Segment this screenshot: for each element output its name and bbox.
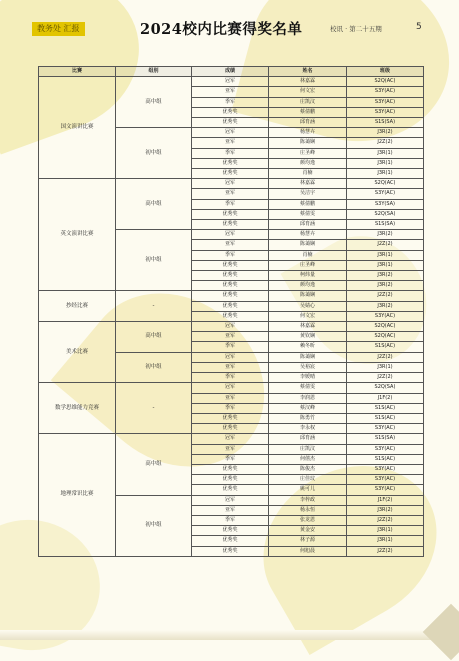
class-cell: J3R(1) <box>347 260 424 270</box>
class-cell: J2Z(2) <box>347 240 424 250</box>
result-cell: 优秀奖 <box>192 475 269 485</box>
name-cell: 黄金安 <box>269 526 347 536</box>
group-name: 初中组 <box>116 352 192 383</box>
name-cell: 蔡倩鹏 <box>269 199 347 209</box>
result-cell: 优秀奖 <box>192 118 269 128</box>
class-cell: S2Q(SA) <box>347 209 424 219</box>
competition-name: 抄经比赛 <box>39 291 116 322</box>
name-cell: 李润恩 <box>269 393 347 403</box>
name-cell: 庄凯汶 <box>269 444 347 454</box>
name-cell: 庄圣峰 <box>269 260 347 270</box>
result-cell: 优秀奖 <box>192 260 269 270</box>
result-cell: 季军 <box>192 199 269 209</box>
column-header-class: 班级 <box>347 67 424 77</box>
name-cell: 何僖杰 <box>269 454 347 464</box>
name-cell: 林嘉霖 <box>269 322 347 332</box>
competition-name: 数学思维能力竞赛 <box>39 383 116 434</box>
class-cell: J3R(1) <box>347 158 424 168</box>
page-bottom-edge <box>0 630 459 640</box>
name-cell: 邱育涵 <box>269 434 347 444</box>
result-cell: 季军 <box>192 515 269 525</box>
result-cell: 优秀奖 <box>192 220 269 230</box>
name-cell: 吴婧心 <box>269 301 347 311</box>
name-cell: 陈蔼娴 <box>269 352 347 362</box>
name-cell: 庄圣峰 <box>269 148 347 158</box>
section-tag: 教务处 汇报 <box>32 22 85 36</box>
name-cell: 吴裕宸 <box>269 362 347 372</box>
result-cell: 冠军 <box>192 179 269 189</box>
table-row <box>39 77 424 87</box>
result-cell: 亚军 <box>192 444 269 454</box>
name-cell: 何旭晨 <box>269 546 347 556</box>
competition-name: 美术比赛 <box>39 322 116 383</box>
name-cell: 林嘉霖 <box>269 77 347 87</box>
group-name: 高中组 <box>116 434 192 495</box>
result-cell: 优秀奖 <box>192 291 269 301</box>
name-cell: 庄佳玟 <box>269 475 347 485</box>
table-row <box>39 179 424 189</box>
name-cell: 邱育涵 <box>269 118 347 128</box>
class-cell: J3R(2) <box>347 301 424 311</box>
table-row <box>39 291 424 301</box>
class-cell: J3R(2) <box>347 505 424 515</box>
result-cell: 优秀奖 <box>192 546 269 556</box>
page-curl <box>423 604 459 661</box>
name-cell: 何文宏 <box>269 311 347 321</box>
class-cell: S2Q(AC) <box>347 77 424 87</box>
name-cell: 黄钦娴 <box>269 332 347 342</box>
result-cell: 亚军 <box>192 393 269 403</box>
result-cell: 冠军 <box>192 495 269 505</box>
class-cell: J3R(1) <box>347 362 424 372</box>
table-row <box>39 322 424 332</box>
name-cell: 吴洁宇 <box>269 189 347 199</box>
award-table <box>38 66 424 557</box>
group-name: 高中组 <box>116 77 192 128</box>
class-cell: S2Q(AC) <box>347 179 424 189</box>
group-name: - <box>116 383 192 434</box>
group-name: 高中组 <box>116 322 192 353</box>
class-cell: J3R(2) <box>347 230 424 240</box>
page-header <box>0 0 459 50</box>
group-name: 初中组 <box>116 230 192 291</box>
class-cell: S3Y(AC) <box>347 107 424 117</box>
name-cell: 蔡倩鹏 <box>269 107 347 117</box>
group-name: 初中组 <box>116 128 192 179</box>
name-cell: 陈蔼娴 <box>269 240 347 250</box>
result-cell: 优秀奖 <box>192 301 269 311</box>
table-row <box>39 383 424 393</box>
class-cell: S3Y(SA) <box>347 199 424 209</box>
class-cell: S1S(SA) <box>347 434 424 444</box>
name-cell: 陈勇竹 <box>269 413 347 423</box>
class-cell: S3Y(AC) <box>347 424 424 434</box>
table-row <box>39 434 424 444</box>
class-cell: S2Q(AC) <box>347 332 424 342</box>
class-cell: J2Z(2) <box>347 291 424 301</box>
name-cell: 杨慧卉 <box>269 230 347 240</box>
issue-label: 校讯 · 第二十五期 <box>330 25 382 33</box>
competition-name: 地理常识比赛 <box>39 434 116 556</box>
page-title: 2024校内比赛得奖名单 <box>140 21 303 38</box>
class-cell: J3R(2) <box>347 271 424 281</box>
column-header-name: 姓名 <box>269 67 347 77</box>
result-cell: 优秀奖 <box>192 424 269 434</box>
class-cell: J3R(2) <box>347 281 424 291</box>
result-cell: 亚军 <box>192 138 269 148</box>
class-cell: S3Y(AC) <box>347 97 424 107</box>
result-cell: 亚军 <box>192 332 269 342</box>
class-cell: J3R(1) <box>347 526 424 536</box>
name-cell: 李永权 <box>269 424 347 434</box>
group-name: 高中组 <box>116 179 192 230</box>
name-cell: 杨慧卉 <box>269 128 347 138</box>
result-cell: 优秀奖 <box>192 107 269 117</box>
page-number: 5 <box>416 22 422 32</box>
name-cell: 肖楠 <box>269 250 347 260</box>
class-cell: J3R(1) <box>347 169 424 179</box>
name-cell: 陈蔼娴 <box>269 138 347 148</box>
name-cell: 林子源 <box>269 536 347 546</box>
class-cell: S3Y(AC) <box>347 464 424 474</box>
name-cell: 蔡倩雯 <box>269 209 347 219</box>
name-cell: 蔡汉峰 <box>269 403 347 413</box>
result-cell: 亚军 <box>192 240 269 250</box>
award-table-body <box>39 77 424 557</box>
result-cell: 优秀奖 <box>192 526 269 536</box>
result-cell: 优秀奖 <box>192 169 269 179</box>
class-cell: J2Z(2) <box>347 352 424 362</box>
class-cell: S1S(AC) <box>347 342 424 352</box>
name-cell: 陈俊杰 <box>269 464 347 474</box>
table-header-row <box>39 67 424 77</box>
class-cell: S1S(AC) <box>347 413 424 423</box>
name-cell: 李梓政 <box>269 495 347 505</box>
name-cell: 颜均逸 <box>269 281 347 291</box>
name-cell: 杨永恒 <box>269 505 347 515</box>
class-cell: S2Q(AC) <box>347 322 424 332</box>
result-cell: 亚军 <box>192 505 269 515</box>
result-cell: 冠军 <box>192 352 269 362</box>
class-cell: S3Y(AC) <box>347 189 424 199</box>
competition-name: 国文演讲比赛 <box>39 77 116 179</box>
class-cell: J3R(1) <box>347 536 424 546</box>
name-cell: 陈蔼娴 <box>269 291 347 301</box>
class-cell: J2Z(2) <box>347 373 424 383</box>
class-cell: S3Y(AC) <box>347 485 424 495</box>
group-name: 初中组 <box>116 495 192 556</box>
result-cell: 亚军 <box>192 362 269 372</box>
name-cell: 邱育涵 <box>269 220 347 230</box>
result-cell: 季军 <box>192 148 269 158</box>
result-cell: 优秀奖 <box>192 209 269 219</box>
result-cell: 冠军 <box>192 383 269 393</box>
column-header-result: 成绩 <box>192 67 269 77</box>
result-cell: 优秀奖 <box>192 413 269 423</box>
class-cell: J1F(2) <box>347 393 424 403</box>
class-cell: S1S(SA) <box>347 118 424 128</box>
class-cell: S3Y(AC) <box>347 311 424 321</box>
class-cell: J3R(1) <box>347 148 424 158</box>
class-cell: S3Y(AC) <box>347 87 424 97</box>
class-cell: J2Z(2) <box>347 546 424 556</box>
result-cell: 优秀奖 <box>192 311 269 321</box>
result-cell: 优秀奖 <box>192 536 269 546</box>
class-cell: S3Y(AC) <box>347 444 424 454</box>
result-cell: 季军 <box>192 342 269 352</box>
class-cell: S1S(AC) <box>347 454 424 464</box>
name-cell: 李媛晴 <box>269 373 347 383</box>
result-cell: 优秀奖 <box>192 271 269 281</box>
class-cell: J2Z(2) <box>347 138 424 148</box>
competition-name: 英文演讲比赛 <box>39 179 116 291</box>
class-cell: J1F(2) <box>347 495 424 505</box>
result-cell: 亚军 <box>192 87 269 97</box>
result-cell: 季军 <box>192 403 269 413</box>
result-cell: 冠军 <box>192 434 269 444</box>
name-cell: 肖楠 <box>269 169 347 179</box>
name-cell: 蔡倩雯 <box>269 383 347 393</box>
class-cell: J2Z(2) <box>347 515 424 525</box>
class-cell: J3R(2) <box>347 128 424 138</box>
name-cell: 何文宏 <box>269 87 347 97</box>
class-cell: J3R(1) <box>347 250 424 260</box>
result-cell: 冠军 <box>192 230 269 240</box>
name-cell: 颜均逸 <box>269 158 347 168</box>
result-cell: 季军 <box>192 373 269 383</box>
name-cell: 林嘉霖 <box>269 179 347 189</box>
class-cell: S1S(SA) <box>347 220 424 230</box>
result-cell: 冠军 <box>192 77 269 87</box>
result-cell: 优秀奖 <box>192 281 269 291</box>
result-cell: 优秀奖 <box>192 485 269 495</box>
result-cell: 优秀奖 <box>192 158 269 168</box>
name-cell: 柯炜量 <box>269 271 347 281</box>
group-name: - <box>116 291 192 322</box>
name-cell: 赖冬昕 <box>269 342 347 352</box>
class-cell: S2Q(SA) <box>347 383 424 393</box>
column-header-competition: 比赛 <box>39 67 116 77</box>
result-cell: 季军 <box>192 454 269 464</box>
result-cell: 季军 <box>192 97 269 107</box>
result-cell: 优秀奖 <box>192 464 269 474</box>
result-cell: 冠军 <box>192 128 269 138</box>
result-cell: 亚军 <box>192 189 269 199</box>
name-cell: 张龙恩 <box>269 515 347 525</box>
column-header-group: 组别 <box>116 67 192 77</box>
result-cell: 季军 <box>192 250 269 260</box>
class-cell: S1S(AC) <box>347 403 424 413</box>
name-cell: 姚可儿 <box>269 485 347 495</box>
name-cell: 庄凯汶 <box>269 97 347 107</box>
result-cell: 冠军 <box>192 322 269 332</box>
class-cell: S3Y(AC) <box>347 475 424 485</box>
